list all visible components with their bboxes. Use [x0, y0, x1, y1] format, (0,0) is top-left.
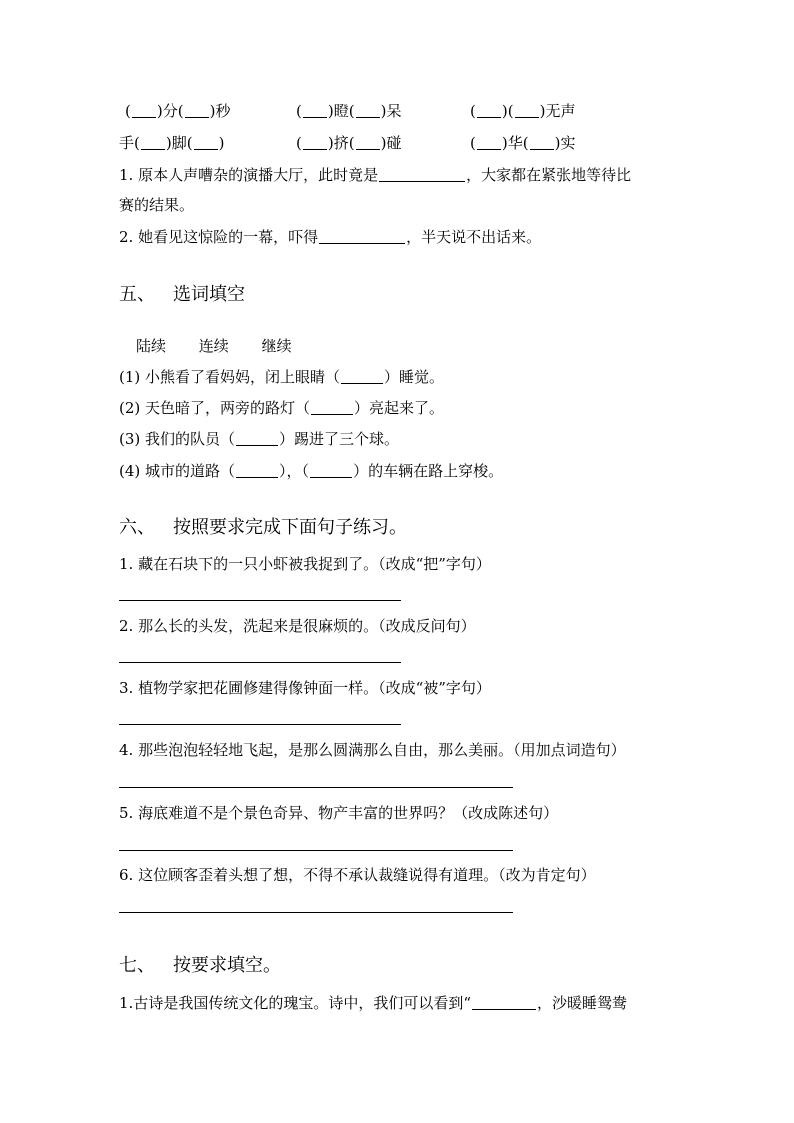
answer-line-2[interactable]: [119, 662, 401, 663]
word-blank[interactable]: [236, 462, 278, 478]
idiom-item: ( )瞪( )呆: [296, 102, 402, 120]
word-choice: 继续: [261, 337, 292, 355]
answer-line-5[interactable]: [119, 850, 513, 851]
answer-line-1[interactable]: [119, 600, 401, 601]
answer-line-6[interactable]: [119, 912, 513, 913]
idiom-blank[interactable]: [530, 134, 554, 150]
fill-item-1: (1) 小熊看了看妈妈，闭上眼睛（ ）睡觉。: [119, 368, 445, 386]
word-choice: 连续: [198, 337, 229, 355]
word-blank[interactable]: [311, 399, 353, 415]
idiom-item: ( )挤( )碰: [296, 134, 402, 152]
idiom-blank[interactable]: [303, 102, 327, 118]
idiom-blank[interactable]: [303, 134, 327, 150]
exercise-5: 5. 海底难道不是个景色奇异、物产丰富的世界吗？（改成陈述句）: [119, 804, 559, 822]
idiom-item: ( )华( )实: [470, 134, 576, 152]
idiom-blank[interactable]: [515, 102, 539, 118]
fill-item-2: (2) 天色暗了，两旁的路灯（ ）亮起来了。: [119, 399, 445, 417]
exercise-4: 4. 那些泡泡轻轻地飞起，是那么圆满那么自由，那么美丽。（用加点词造句）: [119, 741, 626, 759]
question-1: 1. 原本人声嘈杂的演播大厅，此时竟是 ，大家都在紧张地等待比: [119, 166, 632, 184]
exercise-3: 3. 植物学家把花圃修建得像钟面一样。（改成“被”字句）: [119, 679, 491, 697]
exercise-2: 2. 那么长的头发，洗起来是很麻烦的。（改成反问句）: [119, 617, 476, 635]
fill-item-3: (3) 我们的队员（ ）踢进了三个球。: [119, 430, 400, 448]
answer-line-4[interactable]: [119, 787, 513, 788]
word-choice: 陆续: [136, 337, 167, 355]
word-blank[interactable]: [341, 368, 383, 384]
idiom-item: ( )分( )秒: [125, 102, 231, 120]
idiom-row-2: [119, 133, 679, 153]
exercise-6: 6. 这位顾客歪着头想了想，不得不承认裁缝说得有道理。（改为肯定句）: [119, 866, 596, 884]
idiom-row-1: [119, 101, 679, 121]
poem-blank[interactable]: [472, 994, 536, 1010]
question-2: 2. 她看见这惊险的一幕，吓得 ，半天说不出话来。: [119, 228, 542, 246]
section-7-heading: 七、 按要求填空。: [119, 955, 281, 976]
idiom-blank[interactable]: [477, 134, 501, 150]
question-1-continued: 赛的结果。: [119, 196, 195, 214]
word-choices: [136, 336, 320, 356]
idiom-blank[interactable]: [141, 134, 165, 150]
section-5-heading: 五、 选词填空: [119, 284, 245, 305]
idiom-blank[interactable]: [356, 134, 380, 150]
idiom-blank[interactable]: [132, 102, 156, 118]
fill-item-4: (4) 城市的道路（ ），（ ）的车辆在路上穿梭。: [119, 462, 504, 480]
answer-line-3[interactable]: [119, 724, 401, 725]
idiom-blank[interactable]: [194, 134, 218, 150]
idiom-blank[interactable]: [477, 102, 501, 118]
idiom-item: 手( )脚( ): [119, 134, 225, 152]
exercise-1: 1. 藏在石块下的一只小虾被我捉到了。（改成“把”字句）: [119, 555, 491, 573]
poem-question-1: 1.古诗是我国传统文化的瑰宝。诗中，我们可以看到“ ，沙暖睡鸳鸯: [119, 994, 627, 1012]
word-blank[interactable]: [236, 430, 278, 446]
answer-blank[interactable]: [319, 228, 405, 244]
word-blank[interactable]: [310, 462, 352, 478]
idiom-blank[interactable]: [185, 102, 209, 118]
section-6-heading: 六、 按照要求完成下面句子练习。: [119, 517, 407, 538]
idiom-blank[interactable]: [356, 102, 380, 118]
idiom-item: ( )( )无声: [470, 102, 576, 120]
answer-blank[interactable]: [379, 166, 465, 182]
